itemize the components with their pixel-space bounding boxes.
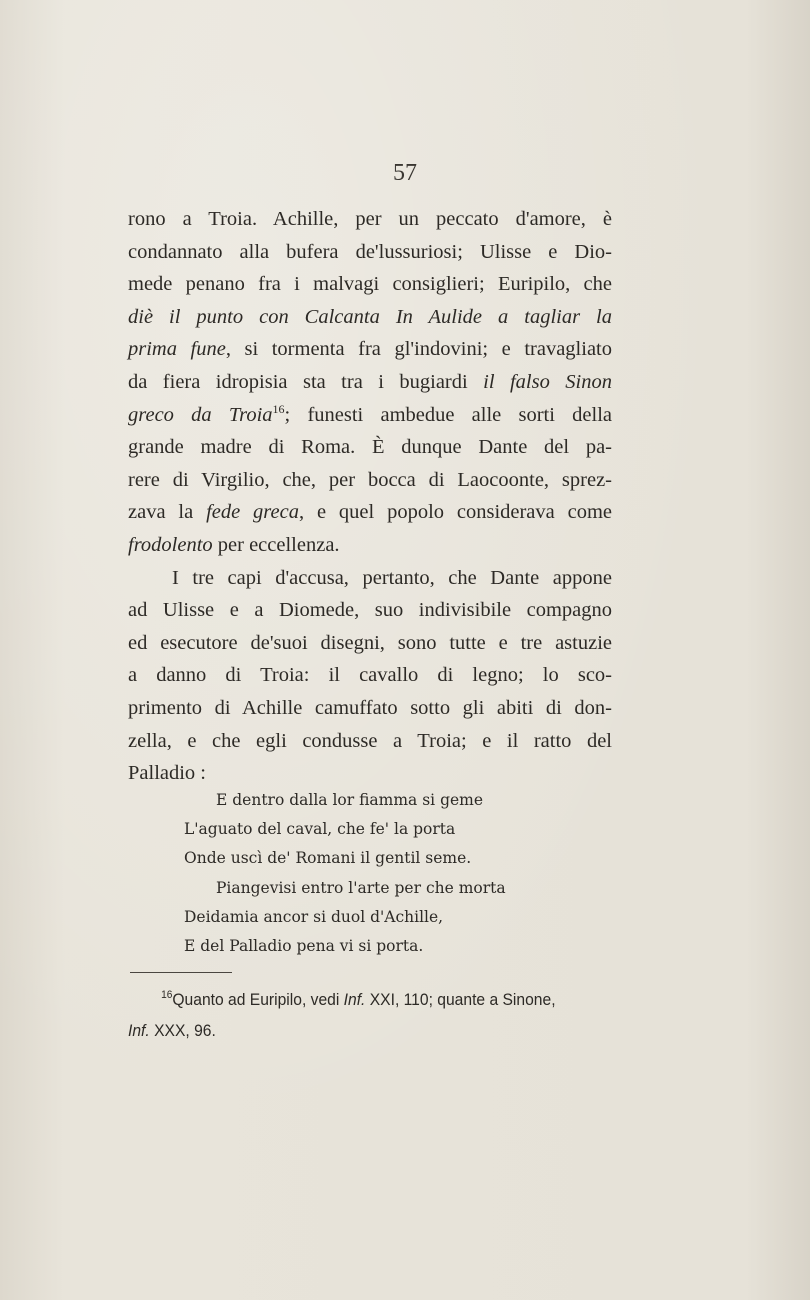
text-run: per eccellenza. (212, 533, 340, 556)
text-run: ed esecutore de'suoi disegni, sono tutte e tre astuzie (128, 631, 612, 654)
italic-abbrev: Inf. (128, 1021, 150, 1040)
text-line (128, 464, 612, 497)
text-run: primento di Achille camuffato sotto gli abiti di don- (128, 696, 612, 719)
text-line (128, 627, 612, 660)
text-line (128, 366, 612, 399)
footnote-divider (130, 972, 232, 973)
text-run: I tre capi d'accusa, pertanto, che Dante appone (172, 566, 612, 589)
footnote (128, 984, 573, 1046)
text-run: Palladio : (128, 762, 207, 785)
verse-line: L'aguato del caval, che fe' la porta (184, 820, 456, 838)
footnote-line (128, 984, 573, 1015)
text-line (128, 236, 612, 269)
text-run: XXI, 110; quante a Sinone, (365, 990, 556, 1009)
text-line (128, 496, 612, 529)
body-text (128, 203, 612, 790)
italic-abbrev: Inf. (343, 990, 366, 1009)
italic-quote: diè il punto con Calcanta In Aulide a tagliar la (128, 305, 612, 328)
text-line (128, 757, 612, 790)
text-line (128, 399, 612, 432)
text-run: condannato alla bufera de'lussuriosi; Ulisse e Dio- (128, 240, 612, 263)
verse-line: Piangevisi entro l'arte per che morta (216, 879, 506, 897)
text-line (128, 659, 612, 692)
verse-line: Onde uscì de' Romani il gentil seme. (184, 849, 472, 867)
verse-line: E dentro dalla lor fiamma si geme (216, 791, 484, 809)
text-run: Quanto ad Euripilo, vedi (172, 990, 344, 1009)
text-run: XXX, 96. (149, 1021, 216, 1040)
text-run: zava la (128, 501, 207, 524)
footnote-line (128, 1015, 573, 1046)
text-run: , e quel popolo considerava come (298, 501, 613, 524)
italic-quote: prima fune (128, 338, 226, 361)
italic-quote: fede greca (206, 501, 299, 524)
italic-quote: greco da Troia (128, 403, 273, 426)
verse-tercet (184, 874, 524, 961)
italic-quote: frodolento (128, 533, 213, 556)
footnote-marker: 16 (161, 989, 173, 1001)
verse-line: Deidamia ancor si duol d'Achille, (184, 908, 444, 926)
text-line (128, 594, 612, 627)
text-run: mede penano fra i malvagi consiglieri; Euripilo, che (128, 273, 612, 296)
text-line (128, 431, 612, 464)
verse-line: E del Palladio pena vi si porta. (184, 937, 424, 955)
text-line (128, 562, 612, 595)
text-run: ; funesti ambedue alle sorti della (284, 403, 612, 426)
text-line (128, 333, 612, 366)
page-number: 57 (393, 160, 417, 186)
text-run: rono a Troia. Achille, per un peccato d'amore, è (128, 208, 612, 230)
text-line (128, 692, 612, 725)
text-run: da fiera idropisia sta tra i bugiardi (128, 370, 484, 393)
text-run: rere di Virgilio, che, per bocca di Laocoonte, sprez- (128, 468, 612, 491)
text-run: , si tormenta fra gl'indovini; e travagliato (225, 338, 612, 361)
text-line (128, 725, 612, 758)
text-run: zella, e che egli condusse a Troia; e il ratto del (128, 729, 612, 752)
text-line (128, 301, 612, 334)
text-run: grande madre di Roma. È dunque Dante del pa- (128, 436, 612, 459)
text-line (128, 268, 612, 301)
footnote-ref: 16 (272, 401, 285, 416)
text-line (128, 529, 612, 562)
italic-quote: il falso Sinon (483, 370, 612, 393)
text-line (128, 203, 612, 236)
text-run: a danno di Troia: il cavallo di legno; lo sco- (128, 664, 612, 687)
verse-tercet (184, 786, 524, 873)
text-run: ad Ulisse e a Diomede, suo indivisibile compagno (128, 599, 612, 622)
